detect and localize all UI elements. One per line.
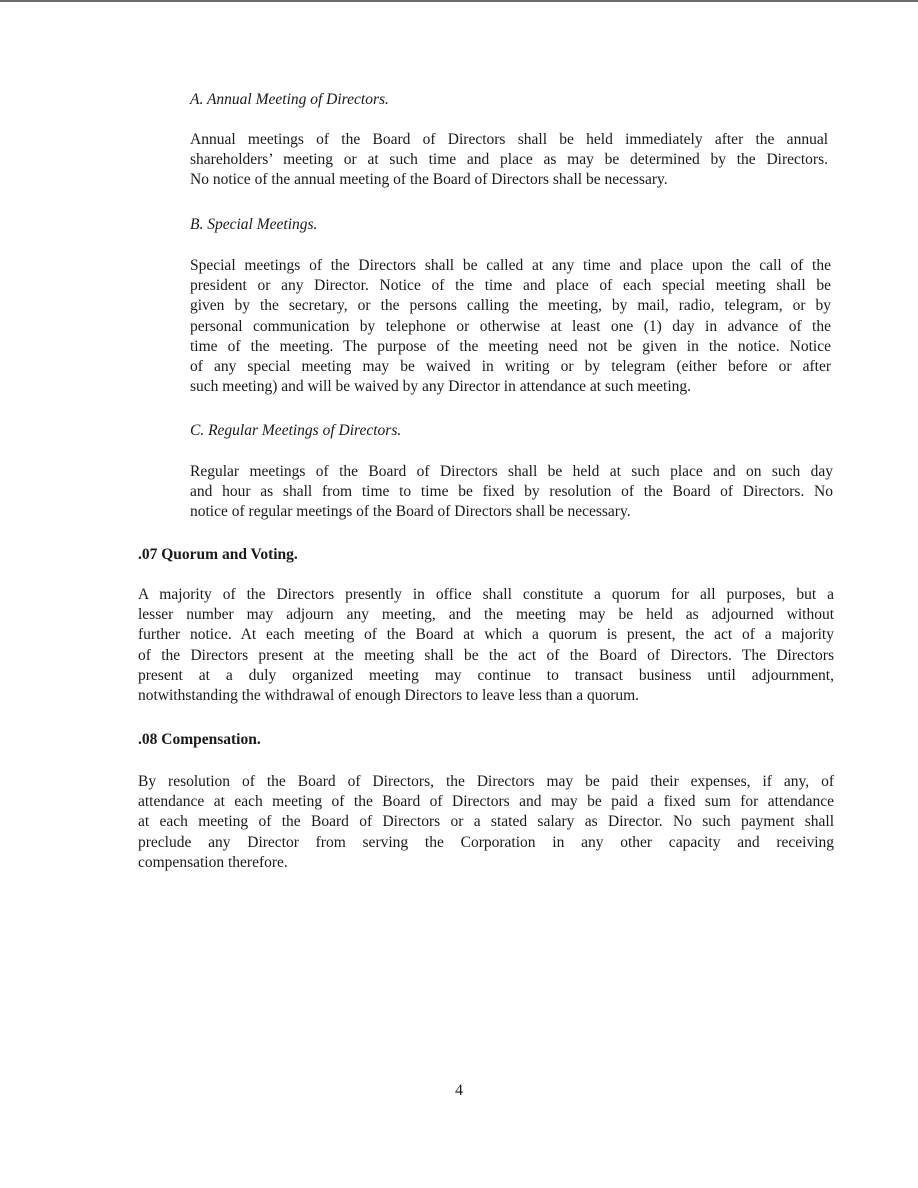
paragraph-compensation [138, 772, 834, 873]
text-line: shareholders’ meeting or at such time and place as may be determined by the Directors. [190, 151, 828, 169]
paragraph-annual-meeting [190, 130, 828, 191]
subsection-heading-regular-meetings: C. Regular Meetings of Directors. [190, 422, 402, 439]
section-heading-quorum-and-voting: .07 Quorum and Voting. [138, 546, 298, 563]
paragraph-quorum-and-voting [138, 585, 834, 706]
text-line: such meeting) and will be waived by any Director in attendance at such meeting. [190, 378, 691, 396]
text-line: No notice of the annual meeting of the Board of Directors shall be necessary. [190, 171, 668, 189]
text-line: of any special meeting may be waived in writing or by telegram (either before or after [190, 358, 831, 376]
text-line: time of the meeting. The purpose of the meeting need not be given in the notice. Notice [190, 337, 831, 355]
text-line: president or any Director. Notice of the time and place of each special meeting shall be [190, 277, 831, 295]
text-line: personal communication by telephone or otherwise at least one (1) day in advance of the [190, 317, 831, 335]
text-line: given by the secretary, or the persons calling the meeting, by mail, radio, telegram, or by [190, 297, 831, 315]
text-line: notwithstanding the withdrawal of enough Directors to leave less than a quorum. [138, 687, 640, 705]
text-line: and hour as shall from time to time be fixed by resolution of the Board of Directors. No [190, 483, 833, 501]
text-line: Annual meetings of the Board of Directors shall be held immediately after the annual [190, 131, 828, 148]
section-heading-compensation: .08 Compensation. [138, 731, 261, 748]
text-line: at each meeting of the Board of Directors or a stated salary as Director. No such payment shall [138, 813, 834, 831]
paragraph-regular-meetings [190, 462, 833, 523]
text-line: Regular meetings of the Board of Directors shall be held at such place and on such day [190, 463, 833, 480]
page-number: 4 [455, 1082, 463, 1099]
text-line: lesser number may adjourn any meeting, and the meeting may be held as adjourned without [138, 606, 834, 624]
text-line: notice of regular meetings of the Board of Directors shall be necessary. [190, 503, 631, 521]
text-line: A majority of the Directors presently in office shall constitute a quorum for all purposes, but a [138, 586, 834, 603]
text-line: preclude any Director from serving the Corporation in any other capacity and receiving [138, 833, 834, 851]
text-line: Special meetings of the Directors shall be called at any time and place upon the call of the [190, 257, 831, 274]
text-line: present at a duly organized meeting may continue to transact business until adjournment, [138, 666, 834, 684]
text-line: compensation therefore. [138, 853, 288, 871]
text-line: further notice. At each meeting of the Board at which a quorum is present, the act of a majority [138, 626, 834, 644]
paragraph-special-meetings [190, 256, 831, 397]
subsection-heading-special-meetings: B. Special Meetings. [190, 216, 318, 233]
text-line: By resolution of the Board of Directors, the Directors may be paid their expenses, if any, of [138, 773, 834, 790]
subsection-heading-annual-meeting: A. Annual Meeting of Directors. [190, 91, 389, 108]
text-line: of the Directors present at the meeting shall be the act of the Board of Directors. The Directors [138, 646, 834, 664]
text-line: attendance at each meeting of the Board of Directors and may be paid a fixed sum for attendance [138, 793, 834, 811]
